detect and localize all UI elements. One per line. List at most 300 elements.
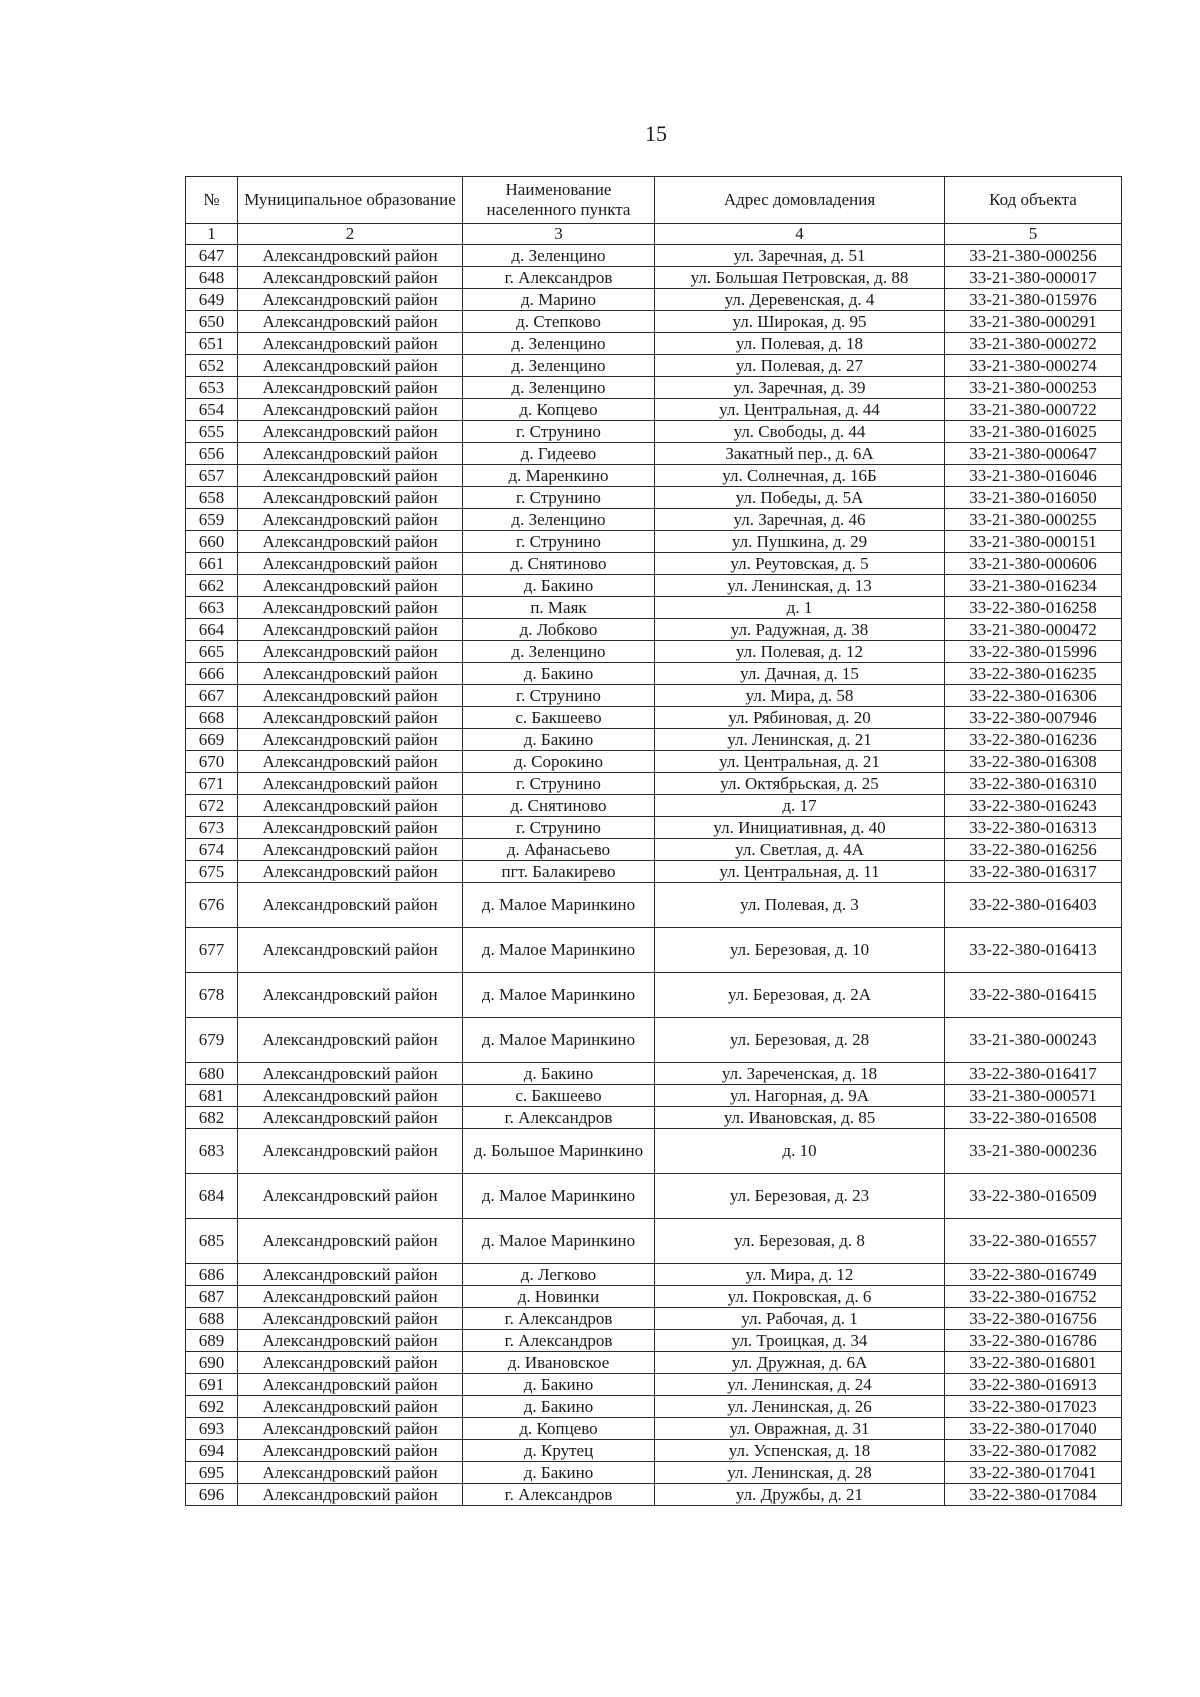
row-number: 688 <box>186 1308 238 1330</box>
object-code-cell: 33-22-380-016752 <box>945 1286 1122 1308</box>
address-cell: д. 17 <box>655 795 945 817</box>
row-number: 656 <box>186 443 238 465</box>
object-code-cell: 33-21-380-000243 <box>945 1018 1122 1063</box>
table-row <box>186 311 1122 333</box>
table-row <box>186 1107 1122 1129</box>
municipality-cell: Александровский район <box>238 333 463 355</box>
settlement-cell: д. Малое Маринкино <box>463 1174 655 1219</box>
column-number: 1 <box>186 224 238 245</box>
column-numbers-row <box>186 224 1122 245</box>
table-row <box>186 839 1122 861</box>
table-row <box>186 487 1122 509</box>
municipality-cell: Александровский район <box>238 575 463 597</box>
object-code-cell: 33-21-380-016025 <box>945 421 1122 443</box>
municipality-cell: Александровский район <box>238 443 463 465</box>
municipality-cell: Александровский район <box>238 421 463 443</box>
row-number: 680 <box>186 1063 238 1085</box>
settlement-cell: д. Зеленцино <box>463 333 655 355</box>
object-code-cell: 33-22-380-016310 <box>945 773 1122 795</box>
table-row <box>186 421 1122 443</box>
settlement-cell: г. Александров <box>463 267 655 289</box>
table-row <box>186 1440 1122 1462</box>
address-cell: ул. Пушкина, д. 29 <box>655 531 945 553</box>
table-row <box>186 531 1122 553</box>
object-code-cell: 33-22-380-016413 <box>945 928 1122 973</box>
table-row <box>186 1396 1122 1418</box>
row-number: 649 <box>186 289 238 311</box>
municipality-cell: Александровский район <box>238 355 463 377</box>
settlement-cell: д. Бакино <box>463 729 655 751</box>
object-code-cell: 33-21-380-000722 <box>945 399 1122 421</box>
address-cell: Закатный пер., д. 6А <box>655 443 945 465</box>
row-number: 676 <box>186 883 238 928</box>
table-row <box>186 729 1122 751</box>
municipality-cell: Александровский район <box>238 729 463 751</box>
municipality-cell: Александровский район <box>238 883 463 928</box>
table-row <box>186 399 1122 421</box>
object-code-cell: 33-21-380-016234 <box>945 575 1122 597</box>
row-number: 661 <box>186 553 238 575</box>
object-code-cell: 33-21-380-000606 <box>945 553 1122 575</box>
object-code-cell: 33-22-380-016913 <box>945 1374 1122 1396</box>
table-row <box>186 707 1122 729</box>
address-cell: ул. Центральная, д. 21 <box>655 751 945 773</box>
table-row <box>186 795 1122 817</box>
municipality-cell: Александровский район <box>238 399 463 421</box>
header-object-code: Код объекта <box>945 177 1122 224</box>
settlement-cell: д. Снятиново <box>463 795 655 817</box>
address-cell: ул. Ивановская, д. 85 <box>655 1107 945 1129</box>
row-number: 672 <box>186 795 238 817</box>
object-code-cell: 33-21-380-015976 <box>945 289 1122 311</box>
row-number: 652 <box>186 355 238 377</box>
object-code-cell: 33-22-380-016317 <box>945 861 1122 883</box>
households-table <box>185 176 1122 1506</box>
settlement-cell: д. Копцево <box>463 399 655 421</box>
table-row <box>186 1174 1122 1219</box>
table-row <box>186 1219 1122 1264</box>
address-cell: ул. Ленинская, д. 21 <box>655 729 945 751</box>
row-number: 673 <box>186 817 238 839</box>
settlement-cell: г. Струнино <box>463 685 655 707</box>
table-row <box>186 333 1122 355</box>
address-cell: ул. Успенская, д. 18 <box>655 1440 945 1462</box>
settlement-cell: д. Зеленцино <box>463 245 655 267</box>
municipality-cell: Александровский район <box>238 1440 463 1462</box>
address-cell: ул. Радужная, д. 38 <box>655 619 945 641</box>
row-number: 665 <box>186 641 238 663</box>
settlement-cell: д. Гидеево <box>463 443 655 465</box>
object-code-cell: 33-22-380-017082 <box>945 1440 1122 1462</box>
row-number: 674 <box>186 839 238 861</box>
table-row <box>186 1484 1122 1506</box>
table-row <box>186 817 1122 839</box>
address-cell: ул. Полевая, д. 3 <box>655 883 945 928</box>
table-row <box>186 597 1122 619</box>
row-number: 683 <box>186 1129 238 1174</box>
object-code-cell: 33-21-380-000017 <box>945 267 1122 289</box>
row-number: 695 <box>186 1462 238 1484</box>
object-code-cell: 33-22-380-016415 <box>945 973 1122 1018</box>
municipality-cell: Александровский район <box>238 245 463 267</box>
settlement-cell: д. Большое Маринкино <box>463 1129 655 1174</box>
row-number: 657 <box>186 465 238 487</box>
object-code-cell: 33-22-380-016313 <box>945 817 1122 839</box>
municipality-cell: Александровский район <box>238 597 463 619</box>
table-row <box>186 1418 1122 1440</box>
table-row <box>186 267 1122 289</box>
settlement-cell: д. Снятиново <box>463 553 655 575</box>
settlement-cell: д. Степково <box>463 311 655 333</box>
row-number: 694 <box>186 1440 238 1462</box>
settlement-cell: д. Марино <box>463 289 655 311</box>
address-cell: ул. Центральная, д. 44 <box>655 399 945 421</box>
table-row <box>186 1018 1122 1063</box>
address-cell: ул. Березовая, д. 28 <box>655 1018 945 1063</box>
table-row <box>186 1286 1122 1308</box>
row-number: 687 <box>186 1286 238 1308</box>
row-number: 655 <box>186 421 238 443</box>
column-number: 3 <box>463 224 655 245</box>
address-cell: ул. Дружбы, д. 21 <box>655 1484 945 1506</box>
object-code-cell: 33-22-380-016258 <box>945 597 1122 619</box>
settlement-cell: д. Малое Маринкино <box>463 973 655 1018</box>
row-number: 691 <box>186 1374 238 1396</box>
object-code-cell: 33-22-380-016308 <box>945 751 1122 773</box>
address-cell: ул. Светлая, д. 4А <box>655 839 945 861</box>
settlement-cell: д. Ивановское <box>463 1352 655 1374</box>
row-number: 648 <box>186 267 238 289</box>
municipality-cell: Александровский район <box>238 751 463 773</box>
municipality-cell: Александровский район <box>238 377 463 399</box>
row-number: 684 <box>186 1174 238 1219</box>
row-number: 658 <box>186 487 238 509</box>
table-row <box>186 355 1122 377</box>
object-code-cell: 33-22-380-016801 <box>945 1352 1122 1374</box>
settlement-cell: д. Бакино <box>463 1462 655 1484</box>
settlement-cell: д. Бакино <box>463 575 655 597</box>
settlement-cell: с. Бакшеево <box>463 707 655 729</box>
row-number: 671 <box>186 773 238 795</box>
municipality-cell: Александровский район <box>238 1085 463 1107</box>
header-settlement: Наименование населенного пункта <box>463 177 655 224</box>
municipality-cell: Александровский район <box>238 928 463 973</box>
object-code-cell: 33-21-380-000647 <box>945 443 1122 465</box>
object-code-cell: 33-22-380-016756 <box>945 1308 1122 1330</box>
address-cell: ул. Солнечная, д. 16Б <box>655 465 945 487</box>
object-code-cell: 33-21-380-000274 <box>945 355 1122 377</box>
object-code-cell: 33-21-380-000472 <box>945 619 1122 641</box>
row-number: 659 <box>186 509 238 531</box>
municipality-cell: Александровский район <box>238 1462 463 1484</box>
row-number: 654 <box>186 399 238 421</box>
table-row <box>186 641 1122 663</box>
address-cell: ул. Ленинская, д. 24 <box>655 1374 945 1396</box>
settlement-cell: д. Легково <box>463 1264 655 1286</box>
table-row <box>186 289 1122 311</box>
settlement-cell: г. Струнино <box>463 531 655 553</box>
column-number: 5 <box>945 224 1122 245</box>
row-number: 686 <box>186 1264 238 1286</box>
object-code-cell: 33-21-380-000255 <box>945 509 1122 531</box>
address-cell: ул. Мира, д. 12 <box>655 1264 945 1286</box>
municipality-cell: Александровский район <box>238 839 463 861</box>
row-number: 662 <box>186 575 238 597</box>
municipality-cell: Александровский район <box>238 311 463 333</box>
row-number: 668 <box>186 707 238 729</box>
municipality-cell: Александровский район <box>238 1219 463 1264</box>
object-code-cell: 33-21-380-016050 <box>945 487 1122 509</box>
table-row <box>186 1308 1122 1330</box>
address-cell: ул. Дачная, д. 15 <box>655 663 945 685</box>
row-number: 666 <box>186 663 238 685</box>
table-row <box>186 1264 1122 1286</box>
object-code-cell: 33-21-380-000571 <box>945 1085 1122 1107</box>
address-cell: ул. Заречная, д. 46 <box>655 509 945 531</box>
address-cell: ул. Инициативная, д. 40 <box>655 817 945 839</box>
table-row <box>186 861 1122 883</box>
address-cell: ул. Ленинская, д. 26 <box>655 1396 945 1418</box>
address-cell: ул. Заречная, д. 51 <box>655 245 945 267</box>
table-row <box>186 245 1122 267</box>
row-number: 685 <box>186 1219 238 1264</box>
header-number: № <box>186 177 238 224</box>
address-cell: ул. Березовая, д. 23 <box>655 1174 945 1219</box>
municipality-cell: Александровский район <box>238 1484 463 1506</box>
object-code-cell: 33-22-380-017041 <box>945 1462 1122 1484</box>
settlement-cell: д. Бакино <box>463 1374 655 1396</box>
object-code-cell: 33-22-380-016557 <box>945 1219 1122 1264</box>
settlement-cell: д. Бакино <box>463 1063 655 1085</box>
object-code-cell: 33-22-380-016236 <box>945 729 1122 751</box>
object-code-cell: 33-22-380-015996 <box>945 641 1122 663</box>
settlement-cell: пгт. Балакирево <box>463 861 655 883</box>
row-number: 670 <box>186 751 238 773</box>
row-number: 693 <box>186 1418 238 1440</box>
settlement-cell: с. Бакшеево <box>463 1085 655 1107</box>
object-code-cell: 33-22-380-016306 <box>945 685 1122 707</box>
municipality-cell: Александровский район <box>238 641 463 663</box>
table-row <box>186 377 1122 399</box>
object-code-cell: 33-21-380-016046 <box>945 465 1122 487</box>
settlement-cell: г. Струнино <box>463 487 655 509</box>
address-cell: ул. Рябиновая, д. 20 <box>655 707 945 729</box>
municipality-cell: Александровский район <box>238 509 463 531</box>
address-cell: ул. Троицкая, д. 34 <box>655 1330 945 1352</box>
municipality-cell: Александровский район <box>238 1264 463 1286</box>
object-code-cell: 33-21-380-000236 <box>945 1129 1122 1174</box>
settlement-cell: д. Новинки <box>463 1286 655 1308</box>
row-number: 653 <box>186 377 238 399</box>
table-row <box>186 465 1122 487</box>
table-row <box>186 553 1122 575</box>
municipality-cell: Александровский район <box>238 1174 463 1219</box>
municipality-cell: Александровский район <box>238 1352 463 1374</box>
municipality-cell: Александровский район <box>238 1063 463 1085</box>
address-cell: д. 10 <box>655 1129 945 1174</box>
municipality-cell: Александровский район <box>238 267 463 289</box>
row-number: 678 <box>186 973 238 1018</box>
address-cell: ул. Березовая, д. 2А <box>655 973 945 1018</box>
row-number: 650 <box>186 311 238 333</box>
settlement-cell: г. Струнино <box>463 817 655 839</box>
municipality-cell: Александровский район <box>238 1107 463 1129</box>
settlement-cell: д. Маренкино <box>463 465 655 487</box>
address-cell: ул. Березовая, д. 8 <box>655 1219 945 1264</box>
settlement-cell: д. Малое Маринкино <box>463 883 655 928</box>
address-cell: ул. Полевая, д. 27 <box>655 355 945 377</box>
table-row <box>186 685 1122 707</box>
address-cell: ул. Овражная, д. 31 <box>655 1418 945 1440</box>
table-header-row <box>186 177 1122 224</box>
address-cell: ул. Рабочая, д. 1 <box>655 1308 945 1330</box>
column-number: 2 <box>238 224 463 245</box>
settlement-cell: д. Малое Маринкино <box>463 1219 655 1264</box>
municipality-cell: Александровский район <box>238 707 463 729</box>
address-cell: ул. Свободы, д. 44 <box>655 421 945 443</box>
municipality-cell: Александровский район <box>238 1374 463 1396</box>
row-number: 681 <box>186 1085 238 1107</box>
address-cell: ул. Полевая, д. 18 <box>655 333 945 355</box>
row-number: 651 <box>186 333 238 355</box>
address-cell: ул. Березовая, д. 10 <box>655 928 945 973</box>
settlement-cell: д. Зеленцино <box>463 355 655 377</box>
municipality-cell: Александровский район <box>238 773 463 795</box>
settlement-cell: д. Малое Маринкино <box>463 1018 655 1063</box>
object-code-cell: 33-22-380-016243 <box>945 795 1122 817</box>
table-row <box>186 883 1122 928</box>
table-row <box>186 1330 1122 1352</box>
settlement-cell: д. Лобково <box>463 619 655 641</box>
table-row <box>186 443 1122 465</box>
table-row <box>186 575 1122 597</box>
header-municipality: Муниципальное образование <box>238 177 463 224</box>
object-code-cell: 33-22-380-017023 <box>945 1396 1122 1418</box>
table-row <box>186 663 1122 685</box>
address-cell: ул. Центральная, д. 11 <box>655 861 945 883</box>
address-cell: ул. Заречная, д. 39 <box>655 377 945 399</box>
row-number: 647 <box>186 245 238 267</box>
settlement-cell: д. Сорокино <box>463 751 655 773</box>
row-number: 677 <box>186 928 238 973</box>
table-row <box>186 773 1122 795</box>
row-number: 692 <box>186 1396 238 1418</box>
object-code-cell: 33-21-380-000272 <box>945 333 1122 355</box>
settlement-cell: г. Струнино <box>463 773 655 795</box>
object-code-cell: 33-21-380-000151 <box>945 531 1122 553</box>
row-number: 690 <box>186 1352 238 1374</box>
municipality-cell: Александровский район <box>238 1018 463 1063</box>
address-cell: ул. Ленинская, д. 28 <box>655 1462 945 1484</box>
table-body <box>186 245 1122 1506</box>
address-cell: ул. Октябрьская, д. 25 <box>655 773 945 795</box>
municipality-cell: Александровский район <box>238 817 463 839</box>
table-row <box>186 1462 1122 1484</box>
object-code-cell: 33-21-380-000253 <box>945 377 1122 399</box>
settlement-cell: д. Крутец <box>463 1440 655 1462</box>
address-cell: ул. Реутовская, д. 5 <box>655 553 945 575</box>
object-code-cell: 33-22-380-016403 <box>945 883 1122 928</box>
settlement-cell: п. Маяк <box>463 597 655 619</box>
settlement-cell: г. Александров <box>463 1308 655 1330</box>
municipality-cell: Александровский район <box>238 619 463 641</box>
settlement-cell: г. Александров <box>463 1484 655 1506</box>
address-cell: ул. Дружная, д. 6А <box>655 1352 945 1374</box>
settlement-cell: г. Александров <box>463 1107 655 1129</box>
settlement-cell: д. Зеленцино <box>463 509 655 531</box>
row-number: 696 <box>186 1484 238 1506</box>
address-cell: ул. Мира, д. 58 <box>655 685 945 707</box>
table-row <box>186 509 1122 531</box>
column-number: 4 <box>655 224 945 245</box>
settlement-cell: г. Струнино <box>463 421 655 443</box>
settlement-cell: д. Афанасьево <box>463 839 655 861</box>
row-number: 669 <box>186 729 238 751</box>
table-row <box>186 619 1122 641</box>
table-row <box>186 1063 1122 1085</box>
row-number: 663 <box>186 597 238 619</box>
table-row <box>186 973 1122 1018</box>
row-number: 682 <box>186 1107 238 1129</box>
object-code-cell: 33-22-380-016235 <box>945 663 1122 685</box>
row-number: 667 <box>186 685 238 707</box>
table-row <box>186 1085 1122 1107</box>
row-number: 675 <box>186 861 238 883</box>
settlement-cell: д. Зеленцино <box>463 377 655 399</box>
address-cell: ул. Полевая, д. 12 <box>655 641 945 663</box>
row-number: 689 <box>186 1330 238 1352</box>
municipality-cell: Александровский район <box>238 861 463 883</box>
municipality-cell: Александровский район <box>238 685 463 707</box>
object-code-cell: 33-22-380-016749 <box>945 1264 1122 1286</box>
address-cell: ул. Покровская, д. 6 <box>655 1286 945 1308</box>
table-row <box>186 1374 1122 1396</box>
object-code-cell: 33-22-380-007946 <box>945 707 1122 729</box>
municipality-cell: Александровский район <box>238 531 463 553</box>
municipality-cell: Александровский район <box>238 1396 463 1418</box>
object-code-cell: 33-22-380-016417 <box>945 1063 1122 1085</box>
settlement-cell: д. Бакино <box>463 1396 655 1418</box>
address-cell: ул. Большая Петровская, д. 88 <box>655 267 945 289</box>
municipality-cell: Александровский район <box>238 487 463 509</box>
municipality-cell: Александровский район <box>238 1418 463 1440</box>
object-code-cell: 33-22-380-016256 <box>945 839 1122 861</box>
table-row <box>186 928 1122 973</box>
settlement-cell: д. Бакино <box>463 663 655 685</box>
object-code-cell: 33-22-380-016508 <box>945 1107 1122 1129</box>
address-cell: ул. Ленинская, д. 13 <box>655 575 945 597</box>
object-code-cell: 33-21-380-000256 <box>945 245 1122 267</box>
row-number: 679 <box>186 1018 238 1063</box>
settlement-cell: д. Копцево <box>463 1418 655 1440</box>
settlement-cell: г. Александров <box>463 1330 655 1352</box>
municipality-cell: Александровский район <box>238 663 463 685</box>
municipality-cell: Александровский район <box>238 465 463 487</box>
municipality-cell: Александровский район <box>238 289 463 311</box>
address-cell: ул. Зареченская, д. 18 <box>655 1063 945 1085</box>
object-code-cell: 33-22-380-017040 <box>945 1418 1122 1440</box>
municipality-cell: Александровский район <box>238 1330 463 1352</box>
table-row <box>186 1129 1122 1174</box>
object-code-cell: 33-21-380-000291 <box>945 311 1122 333</box>
address-cell: ул. Широкая, д. 95 <box>655 311 945 333</box>
address-cell: ул. Победы, д. 5А <box>655 487 945 509</box>
row-number: 660 <box>186 531 238 553</box>
settlement-cell: д. Малое Маринкино <box>463 928 655 973</box>
municipality-cell: Александровский район <box>238 1308 463 1330</box>
object-code-cell: 33-22-380-016786 <box>945 1330 1122 1352</box>
municipality-cell: Александровский район <box>238 973 463 1018</box>
